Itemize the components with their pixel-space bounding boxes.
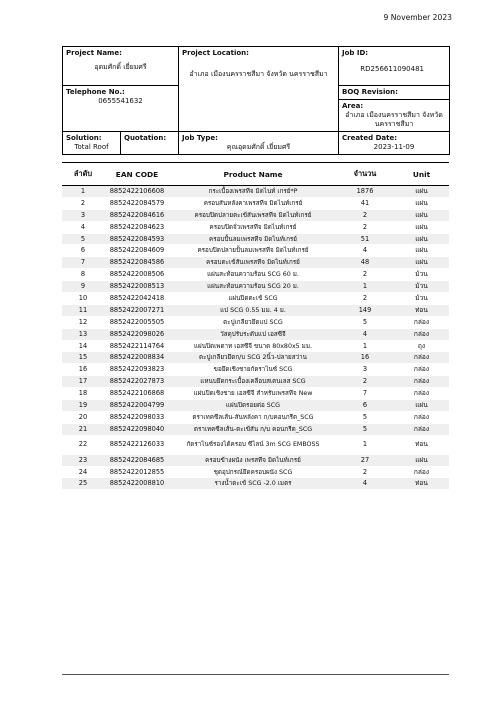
product-table-header <box>62 163 449 186</box>
cell-product: ขอยึดเชิงชายกัดราไนซ์ SCG <box>170 364 336 376</box>
cell-product: ครอบสันหลังคาเพรสทีจ มิดไนท์เกรย์ <box>170 197 336 209</box>
cell-ean: 8852422012855 <box>104 466 170 478</box>
table-row <box>62 233 449 245</box>
area-value: อำเภอ เมืองนครราชสีมา จังหวัด นครราชสีมา <box>345 111 443 128</box>
cell-product: ชุดอุปกรณ์ยึดครอบผนัง SCG <box>170 466 336 478</box>
quotation-cell <box>121 132 179 155</box>
created-date-value: 2023-11-09 <box>373 143 415 151</box>
cell-ean: 8852422004799 <box>104 400 170 412</box>
table-row <box>62 293 449 305</box>
cell-quantity: 5 <box>336 423 394 435</box>
cell-quantity: 16 <box>336 352 394 364</box>
cell-quantity: 1 <box>336 281 394 293</box>
cell-unit: ม้วน <box>394 281 449 293</box>
project-location-label: Project Location: <box>182 49 249 57</box>
cell-unit: ม้วน <box>394 269 449 281</box>
cell-quantity: 5 <box>336 411 394 423</box>
col-header-unit: Unit <box>394 163 449 186</box>
cell-ean: 8852422008513 <box>104 281 170 293</box>
cell-index: 11 <box>62 304 104 316</box>
col-header-ean: EAN CODE <box>104 163 170 186</box>
cell-unit: กล่อง <box>394 388 449 400</box>
cell-quantity: 1 <box>336 435 394 454</box>
solution-label: Solution: <box>66 134 102 142</box>
cell-index: 8 <box>62 269 104 281</box>
project-location-value: อำเภอ เมืองนครราชสีมา จังหวัด นครราชสีมา <box>189 70 328 78</box>
cell-unit: กล่อง <box>394 376 449 388</box>
cell-quantity: 41 <box>336 197 394 209</box>
cell-ean: 8852422098026 <box>104 328 170 340</box>
quotation-label: Quotation: <box>124 134 167 142</box>
cell-quantity: 4 <box>336 245 394 257</box>
cell-index: 5 <box>62 233 104 245</box>
cell-index: 3 <box>62 209 104 221</box>
solution-value: Total Roof <box>74 143 109 151</box>
table-row <box>62 423 449 435</box>
cell-unit: กล่อง <box>394 352 449 364</box>
cell-unit: ม้วน <box>394 293 449 305</box>
cell-unit: แผ่น <box>394 221 449 233</box>
cell-ean: 8852422084609 <box>104 245 170 257</box>
cell-ean: 8852422084593 <box>104 233 170 245</box>
job-type-label: Job Type: <box>182 134 218 142</box>
cell-unit: ท่อน <box>394 435 449 454</box>
cell-ean: 8852422084623 <box>104 221 170 233</box>
cell-quantity: 4 <box>336 328 394 340</box>
cell-product: ตะปูเกลียวยึดก/บ SCG 2นิ้ว-ปลายสว่าน <box>170 352 336 364</box>
project-name-value: อุดมศักดิ์ เยี่ยมศรี <box>94 63 147 71</box>
table-row <box>62 304 449 316</box>
cell-ean: 8852422098033 <box>104 411 170 423</box>
area-label: Area: <box>342 102 364 110</box>
cell-unit: แผ่น <box>394 257 449 269</box>
cell-product: แผ่นปิดเชิงชาย เอสซีจี สำหรับเพรสทีจ New <box>170 388 336 400</box>
cell-unit: ท่อน <box>394 478 449 490</box>
cell-unit: กล่อง <box>394 423 449 435</box>
cell-ean: 8852422008506 <box>104 269 170 281</box>
cell-index: 6 <box>62 245 104 257</box>
cell-product: แผ่นปิดตะเข้ SCG <box>170 293 336 305</box>
project-location-cell <box>179 47 339 132</box>
cell-index: 16 <box>62 364 104 376</box>
cell-quantity: 2 <box>336 269 394 281</box>
cell-unit: แผ่น <box>394 400 449 412</box>
cell-unit: กล่อง <box>394 328 449 340</box>
cell-ean: 8852422042418 <box>104 293 170 305</box>
footer-divider <box>62 674 449 675</box>
cell-ean: 8852422084616 <box>104 209 170 221</box>
cell-quantity: 2 <box>336 221 394 233</box>
product-table-body <box>62 186 449 490</box>
job-id-cell <box>339 47 450 86</box>
job-type-value: คุณอุดมศักดิ์ เยี่ยมศรี <box>226 143 291 151</box>
cell-ean: 8852422093823 <box>104 364 170 376</box>
cell-ean: 8852422005505 <box>104 316 170 328</box>
table-row <box>62 257 449 269</box>
cell-quantity: 1876 <box>336 186 394 198</box>
table-row <box>62 376 449 388</box>
cell-ean: 8852422084685 <box>104 454 170 466</box>
cell-index: 21 <box>62 423 104 435</box>
cell-index: 17 <box>62 376 104 388</box>
cell-product: วัสดุปรับระดับแป เอสซีจี <box>170 328 336 340</box>
cell-quantity: 1 <box>336 340 394 352</box>
cell-unit: กล่อง <box>394 364 449 376</box>
cell-index: 15 <box>62 352 104 364</box>
table-row <box>62 269 449 281</box>
col-header-index: ลำดับ <box>62 163 104 186</box>
cell-index: 7 <box>62 257 104 269</box>
cell-index: 20 <box>62 411 104 423</box>
table-row <box>62 245 449 257</box>
cell-unit: แผ่น <box>394 209 449 221</box>
cell-ean: 8852422008834 <box>104 352 170 364</box>
cell-index: 23 <box>62 454 104 466</box>
cell-quantity: 3 <box>336 364 394 376</box>
cell-product: กระเบื้องเพรสทีจ มิดไนท์ เกรย์*P <box>170 186 336 198</box>
cell-product: ครอบข้างผนัง เพรสทีจ มิดไนท์เกรย์ <box>170 454 336 466</box>
cell-unit: ถุง <box>394 340 449 352</box>
table-row <box>62 435 449 454</box>
cell-index: 13 <box>62 328 104 340</box>
cell-unit: แผ่น <box>394 245 449 257</box>
cell-product: แป SCG 0.55 มม. 4 ม. <box>170 304 336 316</box>
cell-index: 24 <box>62 466 104 478</box>
product-table <box>62 162 449 490</box>
table-row <box>62 340 449 352</box>
cell-quantity: 2 <box>336 209 394 221</box>
table-row <box>62 466 449 478</box>
cell-quantity: 51 <box>336 233 394 245</box>
cell-quantity: 48 <box>336 257 394 269</box>
project-name-cell <box>63 47 179 86</box>
telephone-label: Telephone No.: <box>66 88 125 96</box>
col-header-quantity: จำนวน <box>336 163 394 186</box>
cell-product: แผ่นปิดเพดาท เอสซีจี ขนาด 80x80x5 มม. <box>170 340 336 352</box>
created-date-cell <box>339 132 450 155</box>
cell-index: 9 <box>62 281 104 293</box>
cell-index: 22 <box>62 435 104 454</box>
cell-index: 14 <box>62 340 104 352</box>
boq-revision-label: BOQ Revision: <box>342 88 398 96</box>
cell-index: 4 <box>62 221 104 233</box>
cell-product: ครอบปิดจั่วเพรสทีจ มิดไนท์เกรย์ <box>170 221 336 233</box>
cell-index: 12 <box>62 316 104 328</box>
cell-product: รางน้ำตะเข้ SCG -2.0 เมตร <box>170 478 336 490</box>
cell-product: ตราเทคซีลเส้น-สันหลังคา ก/บคอนกรีต_SCG <box>170 411 336 423</box>
cell-ean: 8852422098040 <box>104 423 170 435</box>
cell-quantity: 5 <box>336 316 394 328</box>
cell-quantity: 4 <box>336 478 394 490</box>
solution-cell <box>63 132 121 155</box>
cell-index: 19 <box>62 400 104 412</box>
cell-ean: 8852422084579 <box>104 197 170 209</box>
cell-quantity: 27 <box>336 454 394 466</box>
table-row <box>62 186 449 198</box>
table-row <box>62 400 449 412</box>
table-row <box>62 352 449 364</box>
table-row <box>62 328 449 340</box>
cell-quantity: 2 <box>336 293 394 305</box>
job-type-cell <box>179 132 339 155</box>
telephone-cell <box>63 86 179 132</box>
telephone-value: 0655541632 <box>98 97 143 105</box>
cell-ean: 8852422114764 <box>104 340 170 352</box>
cell-index: 2 <box>62 197 104 209</box>
cell-product: แผ่นปิดรอยต่อ SCG <box>170 400 336 412</box>
cell-quantity: 149 <box>336 304 394 316</box>
cell-product: กัดราไนซ์รองได้ครอบ ซีไลน์ 3m SCG EMBOSS <box>170 435 336 454</box>
job-id-value: RD256611090481 <box>360 65 424 73</box>
cell-ean: 8852422027873 <box>104 376 170 388</box>
cell-unit: แผ่น <box>394 197 449 209</box>
table-row <box>62 478 449 490</box>
cell-product: ครอบปิดปลายปั้นลมเพรสทีจ มิดไนท์เกรย์ <box>170 245 336 257</box>
project-info-table <box>62 46 450 155</box>
table-row <box>62 221 449 233</box>
cell-product: แหนบยึดกระเบื้องเคลือบสเตนเลส SCG <box>170 376 336 388</box>
table-row <box>62 454 449 466</box>
job-id-label: Job ID: <box>342 49 369 57</box>
cell-product: ครอบปิดปลายตะเข้สันเพรสทีจ มิดไนท์เกรย์ <box>170 209 336 221</box>
cell-unit: แผ่น <box>394 186 449 198</box>
cell-ean: 8852422007271 <box>104 304 170 316</box>
col-header-product: Product Name <box>170 163 336 186</box>
cell-unit: กล่อง <box>394 316 449 328</box>
cell-quantity: 2 <box>336 466 394 478</box>
cell-index: 1 <box>62 186 104 198</box>
table-row <box>62 388 449 400</box>
table-row <box>62 197 449 209</box>
boq-area-cell <box>339 86 450 132</box>
cell-product: ตราเทคซีลเส้น-ตะเข้สัน ก/บ คอนกรีต_SCG <box>170 423 336 435</box>
table-row <box>62 364 449 376</box>
cell-product: แผ่นสะท้อนความร้อน SCG 60 ม. <box>170 269 336 281</box>
cell-ean: 8852422106868 <box>104 388 170 400</box>
cell-index: 25 <box>62 478 104 490</box>
created-date-label: Created Date: <box>342 134 398 142</box>
cell-product: ตะปูเกลียวยึดแป SCG <box>170 316 336 328</box>
cell-index: 18 <box>62 388 104 400</box>
cell-unit: กล่อง <box>394 411 449 423</box>
cell-unit: แผ่น <box>394 233 449 245</box>
cell-index: 10 <box>62 293 104 305</box>
table-row <box>62 209 449 221</box>
cell-product: ครอบปั้นลมเพรสทีจ มิดไนท์เกรย์ <box>170 233 336 245</box>
table-row <box>62 281 449 293</box>
report-date: 9 November 2023 <box>383 13 452 22</box>
cell-ean: 8852422106608 <box>104 186 170 198</box>
project-name-label: Project Name: <box>66 49 122 57</box>
cell-ean: 8852422126033 <box>104 435 170 454</box>
cell-ean: 8852422084586 <box>104 257 170 269</box>
cell-quantity: 7 <box>336 388 394 400</box>
cell-unit: แผ่น <box>394 454 449 466</box>
table-row <box>62 411 449 423</box>
cell-quantity: 6 <box>336 400 394 412</box>
cell-unit: กล่อง <box>394 466 449 478</box>
cell-ean: 8852422008810 <box>104 478 170 490</box>
cell-product: ครอบตะเข้สันเพรสทีจ มิดไนท์เกรย์ <box>170 257 336 269</box>
cell-product: แผ่นสะท้อนความร้อน SCG 20 ม. <box>170 281 336 293</box>
cell-unit: ท่อน <box>394 304 449 316</box>
cell-quantity: 2 <box>336 376 394 388</box>
table-row <box>62 316 449 328</box>
